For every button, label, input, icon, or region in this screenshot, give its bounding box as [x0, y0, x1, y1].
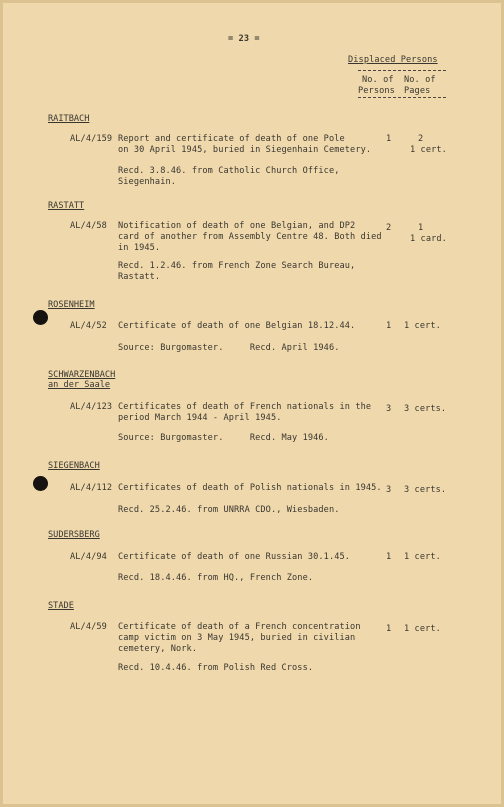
entry-received: Recd. 10.4.46. from Polish Red Cross. [118, 663, 314, 673]
entry-received: Recd. 25.2.46. from UNRRA CDO., Wiesbaden. [118, 505, 340, 515]
entry-received: Siegenhain. [118, 177, 177, 187]
entry-desc-line: Notification of death of one Belgian, and DP2 [118, 221, 356, 231]
page-number: = 23 = [228, 34, 260, 44]
entry-desc-line: Certificate of death of a French concentration [118, 622, 361, 632]
entry-persons: 2 [386, 223, 392, 233]
entry-location: RASTATT [48, 201, 85, 211]
entry-received: Recd. 18.4.46. from HQ., French Zone. [118, 573, 314, 583]
entry-ref: AL/4/112 [70, 483, 113, 493]
entry-pages: 3 certs. [404, 485, 447, 495]
entry-desc-line: Certificate of death of one Belgian 18.12.44. [118, 321, 356, 331]
entry-ref: AL/4/59 [70, 622, 107, 632]
entry-pages: 1 cert. [404, 552, 441, 562]
entry-persons: 1 [386, 134, 392, 144]
entry-location: RAITBACH [48, 114, 90, 124]
entry-desc-line: card of another from Assembly Centre 48. Both died [118, 232, 382, 242]
entry-pages: 3 certs. [404, 404, 447, 414]
entry-pages: 1 [418, 223, 424, 233]
entry-location: SUDERSBERG [48, 530, 100, 540]
entry-persons: 1 [386, 321, 392, 331]
entry-received: Recd. 3.8.46. from Catholic Church Office, [118, 166, 340, 176]
header-col1-line1: No. of [362, 75, 394, 85]
entry-ref: AL/4/159 [70, 134, 113, 144]
entry-persons: 3 [386, 404, 392, 414]
entry-desc-line: Certificate of death of one Russian 30.1.45. [118, 552, 351, 562]
entry-received: Source: Burgomaster. Recd. May 1946. [118, 433, 329, 443]
entry-received: Rastatt. [118, 272, 161, 282]
entry-desc-line: period March 1944 - April 1945. [118, 413, 282, 423]
entry-location: STADE [48, 601, 74, 611]
entry-pages-extra: 1 cert. [410, 145, 447, 155]
punch-hole [33, 476, 48, 491]
entry-persons: 3 [386, 485, 392, 495]
entry-desc-line: in 1945. [118, 243, 161, 253]
entry-received: Recd. 1.2.46. from French Zone Search Bureau, [118, 261, 356, 271]
header-col1-line2: Persons [358, 86, 395, 96]
entry-desc-line: camp victim on 3 May 1945, buried in civilian [118, 633, 356, 643]
entry-pages-extra: 1 card. [410, 234, 447, 244]
header-dash-bottom [358, 97, 446, 98]
punch-hole [33, 310, 48, 325]
entry-ref: AL/4/94 [70, 552, 107, 562]
header-title: Displaced Persons [348, 55, 438, 65]
entry-ref: AL/4/58 [70, 221, 107, 231]
entry-desc-line: Certificates of death of French nationals in the [118, 402, 372, 412]
entry-desc-line: Report and certificate of death of one Pole [118, 134, 345, 144]
header-dash-top [358, 70, 446, 71]
entry-ref: AL/4/52 [70, 321, 107, 331]
entry-desc-line: cemetery, Nork. [118, 644, 198, 654]
entry-persons: 1 [386, 552, 392, 562]
entry-pages: 2 [418, 134, 424, 144]
entry-location-line2: an der Saale [48, 380, 111, 390]
header-col2-line2: Pages [404, 86, 431, 96]
entry-ref: AL/4/123 [70, 402, 113, 412]
entry-pages: 1 cert. [404, 624, 441, 634]
entry-location: SIEGENBACH [48, 461, 100, 471]
header-col2-line1: No. of [404, 75, 436, 85]
entry-desc-line: on 30 April 1945, buried in Siegenhain Cemetery. [118, 145, 372, 155]
entry-persons: 1 [386, 624, 392, 634]
entry-desc-line: Certificates of death of Polish nationals in 1945. [118, 483, 382, 493]
entry-received: Source: Burgomaster. Recd. April 1946. [118, 343, 340, 353]
entry-location: ROSENHEIM [48, 300, 95, 310]
entry-pages: 1 cert. [404, 321, 441, 331]
entry-location: SCHWARZENBACH [48, 370, 116, 380]
